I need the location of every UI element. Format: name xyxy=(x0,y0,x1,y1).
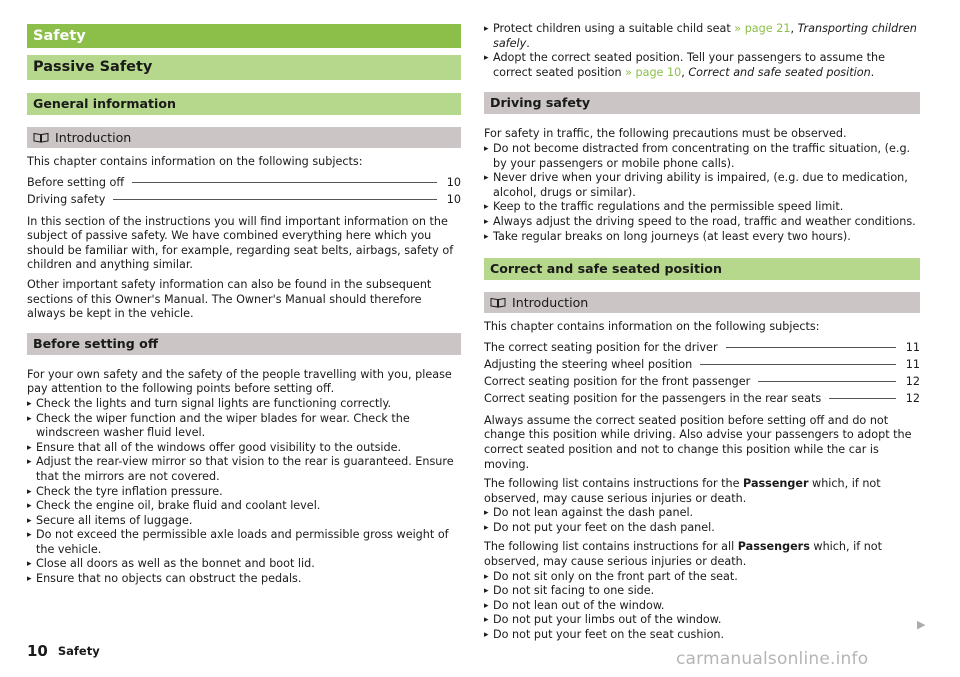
toc-entry[interactable]: Correct seating position for the passengers in the rear seats 12 xyxy=(484,391,920,405)
introduction-label: Introduction xyxy=(55,130,132,145)
list-item: ▸ Do not sit facing to one side. xyxy=(484,584,920,599)
list-item: ▸ Check the lights and turn signal lights are functioning correctly. xyxy=(27,397,461,412)
list-item: ▸ Check the wiper function and the wiper blades for wear. Check the windscreen washer fluid level. xyxy=(27,412,461,441)
list-item: ▸ Keep to the traffic regulations and the permissible speed limit. xyxy=(484,200,920,215)
page-number: 10 xyxy=(27,642,48,660)
list-item: ▸ Do not lean against the dash panel. xyxy=(484,506,920,521)
list-item: ▸ Adjust the rear-view mirror so that vision to the rear is guaranteed. Ensure that the mirrors are not covered. xyxy=(27,455,461,484)
section-header-safety: Safety xyxy=(27,24,461,48)
list-item: ▸ Protect children using a suitable child seat » page 21, Transporting children safely. xyxy=(484,22,920,51)
intro-text: This chapter contains information on the following subjects: xyxy=(27,155,363,168)
toc-list xyxy=(484,341,920,407)
list-item: ▸ Check the engine oil, brake fluid and coolant level. xyxy=(27,499,461,514)
list-item: ▸ Take regular breaks on long journeys (at least every two hours). xyxy=(484,230,920,245)
cross-reference-title: Correct and safe seated position xyxy=(688,65,871,79)
list-item: ▸ Secure all items of luggage. xyxy=(27,514,461,529)
driving-safety-list xyxy=(484,142,920,244)
toc-entry[interactable]: Driving safety 10 xyxy=(27,192,461,206)
list-item: ▸ Do not sit only on the front part of the seat. xyxy=(484,570,920,585)
page-footer xyxy=(27,644,100,659)
left-column xyxy=(27,24,461,587)
list-item: ▸ Ensure that all of the windows offer good visibility to the outside. xyxy=(27,441,461,456)
list-item: ▸ Do not exceed the permissible axle loads and permissible gross weight of the vehicle. xyxy=(27,528,461,557)
paragraph-passive-safety: In this section of the instructions you will find important information on the subject of passive safety. We have combined everything here which you should be familiar with, for example, regarding seat belts, airbags, safety of children and anything similar. xyxy=(27,214,454,272)
heading-introduction xyxy=(484,292,920,313)
list-item: ▸ Close all doors as well as the bonnet and boot lid. xyxy=(27,557,461,572)
continue-arrow-icon: ▶ xyxy=(917,618,926,631)
list-item: ▸ Check the tyre inflation pressure. xyxy=(27,485,461,500)
list-item: ▸ Do not put your feet on the seat cushion. xyxy=(484,628,920,643)
introduction-label: Introduction xyxy=(512,295,589,311)
passenger-list xyxy=(484,506,920,535)
toc-list xyxy=(27,176,461,208)
list-item: ▸ Ensure that no objects can obstruct the pedals. xyxy=(27,572,461,587)
list-item: ▸ Adopt the correct seated position. Tell your passengers to assume the correct seated position » page 10, Correct and safe seated position. xyxy=(484,51,920,80)
footer-section-name: Safety xyxy=(57,644,100,658)
before-setting-off-list xyxy=(27,397,461,587)
driving-safety-intro: For safety in traffic, the following precautions must be observed. xyxy=(484,127,847,141)
heading-general-information: General information xyxy=(27,93,461,115)
passengers-instructions-intro: The following list contains instructions for all Passengers which, if not observed, may cause serious injuries or death. xyxy=(484,540,883,569)
chapter-header-passive-safety: Passive Safety xyxy=(27,55,461,80)
book-icon xyxy=(490,297,506,308)
heading-before-setting-off: Before setting off xyxy=(27,333,461,355)
paragraph-other-info: Other important safety information can also be found in the subsequent sections of this Owner's Manual. The Owner's Manual should therefore always be kept in the vehicle. xyxy=(27,277,432,321)
list-item: ▸ Always adjust the driving speed to the road, traffic and weather conditions. xyxy=(484,215,920,230)
list-item: ▸ Do not put your feet on the dash panel. xyxy=(484,521,920,536)
paragraph-assume-position: Always assume the correct seated position before setting off and do not change this position while driving. Also advise your passengers to adopt the correct seated position and not to change this position while the car is moving. xyxy=(484,413,912,471)
page-link[interactable]: » page 21 xyxy=(734,22,791,35)
toc-entry[interactable]: The correct seating position for the driver 11 xyxy=(484,340,920,354)
list-item: ▸ Do not become distracted from concentrating on the traffic situation, (e.g. by your passengers or mobile phone calls). xyxy=(484,142,920,171)
heading-driving-safety: Driving safety xyxy=(484,92,920,114)
right-column xyxy=(484,22,920,643)
intro-text: This chapter contains information on the following subjects: xyxy=(484,320,820,334)
list-item: ▸ Never drive when your driving ability is impaired, (e.g. due to medication, alcohol, drugs or similar). xyxy=(484,171,920,200)
heading-correct-seated-position: Correct and safe seated position xyxy=(484,258,920,280)
list-item: ▸ Do not lean out of the window. xyxy=(484,599,920,614)
book-icon xyxy=(33,132,49,143)
watermark: carmanualsonline.info xyxy=(676,649,869,669)
heading-introduction xyxy=(27,127,461,148)
passenger-instructions-intro: The following list contains instructions for the Passenger which, if not observed, may cause serious injuries or death. xyxy=(484,477,881,505)
cross-reference-title: Transporting children safely xyxy=(493,22,917,50)
child-safety-list xyxy=(484,22,920,80)
before-setting-off-intro: For your own safety and the safety of the people travelling with you, please pay attention to the following points before setting off. xyxy=(27,367,452,396)
toc-entry[interactable]: Adjusting the steering wheel position 11 xyxy=(484,357,920,371)
toc-entry[interactable]: Before setting off 10 xyxy=(27,175,461,189)
page-link[interactable]: » page 10 xyxy=(625,65,682,79)
list-item: ▸ Do not put your limbs out of the window. xyxy=(484,613,920,628)
toc-entry[interactable]: Correct seating position for the front passenger 12 xyxy=(484,374,920,388)
passengers-list xyxy=(484,570,920,643)
